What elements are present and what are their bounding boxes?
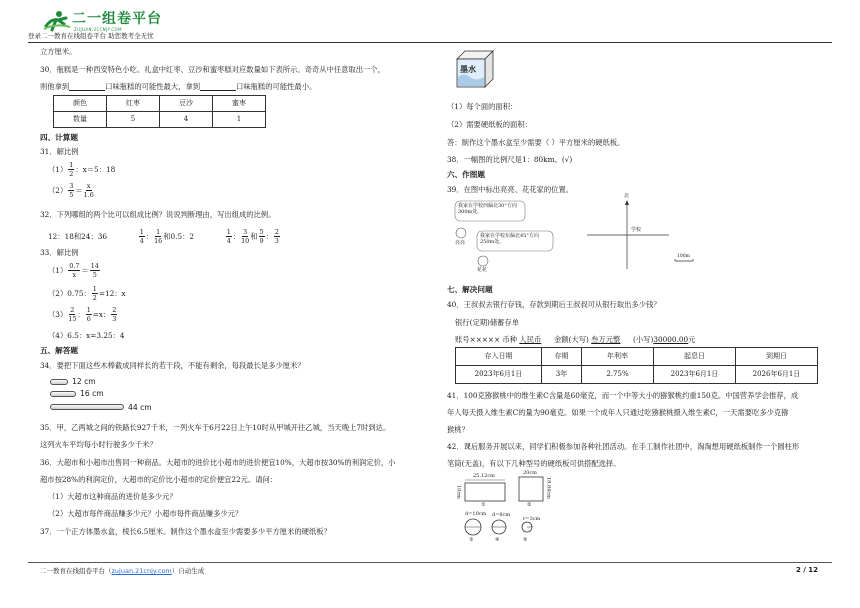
question-32-text: 32．下列哪组的两个比可以组成比例？说说判断理由，写出组成的比例。 [40,210,276,219]
question-36-text-2: 超市按28%的利润定价，大超市的定价比小超市的定价便宜22元。请问： [40,475,278,484]
shape-index-4: ④ [495,537,500,543]
table-row [54,96,266,112]
page-header [28,6,832,46]
speech-bubble-huahua: 我家在学校东偏北45°方向250m处。 [480,233,539,245]
cardboard-shapes-figure [447,471,577,547]
footer-site-link[interactable]: zujuan.21cnjy.com [111,567,172,575]
question-31-1: （1） $\frac{1}{2}$ ：x＝5：18 [48,161,116,179]
stick-label: 16 cm [80,389,104,398]
cardboard-shapes [447,471,577,547]
question-36-2: （2）大超市每件商品赚多少元？小超市每件商品赚多少元？ [48,509,243,518]
question-32-options: 12：18和24：36 $\frac{1}{4}$ ： $\frac{1}{16}$ 和0.5：2 $\frac{1}{4}$ ： $\frac{3}{10}$ 和 $\frac{5}{9}$ ： $\frac{2}{3}$ [48,228,279,246]
stick-16cm [50,391,76,397]
question-33-2: （2）0.75： $\frac{1}{2}$ =12：x [48,285,126,303]
circle-1-label: d=10cm [465,511,487,517]
table-cell: 3年 [542,366,582,384]
prev-question-tail: 立方厘米。 [40,47,77,56]
question-41-text: 41．100克猕猴桃中的维生素C含量是60毫克，而一个中等大小的猕猴桃约重150克。中国营养学会推荐，成 [447,391,799,400]
name-huahua: 花花 [477,267,488,273]
question-35-text-2: 这列火车平均每小时行驶多少千米？ [40,440,157,449]
q37-step-2: （2）需要硬纸板的面积： [447,120,532,129]
table-cell: 存入日期 [456,348,542,366]
question-36-text: 36．大超市和小超市出售同一种商品。大超市的进价比小超市的进价便宜10%，大超市按30%的利润定价，小 [40,458,396,467]
north-label: 北 [624,193,630,199]
table-cell: 2.75% [582,366,654,384]
question-40-text: 40．王叔叔去银行存钱，存款到期后王叔叔可从银行取出多少钱？ [447,300,661,309]
question-41-text-3: 猴桃？ [447,425,469,434]
shape-index-2: ② [527,502,532,508]
site-logo[interactable] [42,10,222,34]
logo-subtitle: ZUJUAN.21CNJY.COM [74,27,122,32]
shape-index-3: ③ [469,537,474,543]
table-cell: 颜色 [54,96,107,112]
rect-height-label: 10cm [455,485,462,499]
table-row [456,366,818,384]
question-39-text: 39．在图中标出亮亮、花花家的位置。 [447,185,574,194]
table-cell: 2023年6月1日 [654,366,736,384]
question-31-2: （2） $\frac{3}{5}$ ＝ $\frac{x}{1.6}$ [48,182,94,200]
q37-answer: 答：制作这个墨水盒至少需要（ ）平方厘米的硬纸板。 [447,138,625,147]
table-cell: 红枣 [107,96,160,112]
table-cell: 4 [160,112,213,128]
table-cell: 存期 [542,348,582,366]
table-cell: 蜜枣 [213,96,266,112]
section-7-heading: 七、解决问题 [447,285,493,294]
table-cell: 豆沙 [160,96,213,112]
q37-step-1: （1）每个面的面积： [447,102,518,111]
question-38-text: 38．一幅图的比例尺是1：80km。(√) [447,155,573,164]
question-37-text: 37．一个正方体墨水盒，棱长6.5厘米。制作这个墨水盒至少需要多少平方厘米的硬纸板？ [40,527,331,536]
wood-sticks-figure [50,377,210,417]
answer-blank-2[interactable] [200,83,236,91]
circle-3-label: r=3cm [523,516,541,522]
footer-source: 二一教育在线组卷平台（zujuan.21cnjy.com）自动生成 [40,567,205,575]
stick-label: 44 cm [128,403,152,412]
question-30-text: 30．瓶糕是一种西安特色小吃。礼盒中红枣、豆沙和蜜枣糕对应数量如下表所示。奇奇从中任意取出一个， [40,65,385,74]
section-4-heading: 四、计算题 [40,133,78,142]
question-36-1: （1）大超市这种商品的进价是多少元？ [48,492,177,501]
question-33-1: （1） $\frac{0.7}{x}$ ＝ $\frac{14}{5}$ [48,262,99,280]
header-nav-link[interactable]: 登录二一教育在线组卷平台 助您教考全无忧 [28,32,154,40]
table-cell: 5 [107,112,160,128]
table-cell: 1 [213,112,266,128]
question-42-text-2: 笔筒(无盖)，有以下几种型号的硬纸板可供搭配选择。 [447,459,621,468]
page-number: 2 / 12 [796,566,819,574]
answer-blank-1[interactable] [69,83,105,91]
shape-index-1: ① [481,502,486,508]
table-cell: 2026年6月1日 [736,366,818,384]
runner-logo-icon [42,10,72,32]
bank-slip-title: 银行(定期)储蓄存单 [455,318,520,327]
map-figure [447,193,747,277]
question-30-table [53,95,266,128]
table-cell: 起息日 [654,348,736,366]
section-6-heading: 六、作图题 [447,170,485,179]
question-33-3: （3） $\frac{2}{15}$ ： $\frac{1}{6}$ =x： $\frac{2}{3}$ [48,306,117,324]
question-33-text: 33．解比例 [40,248,79,257]
table-cell: 数量 [54,112,107,128]
question-40-table [455,347,818,384]
question-35-text: 35．甲，乙两城之间的铁路长927千米，一列火车于6月22日上午10时从甲城开往乙城，当天晚上7时到达。 [40,423,391,432]
question-31-text: 31．解比例 [40,147,79,156]
header-divider [28,42,832,43]
circle-2-label: d=8cm [492,512,511,518]
question-41-text-2: 年人每天摄入维生素C的量为90毫克。如果一个成年人只通过吃猕猴桃摄入维生素C，一天需要吃多少克猕 [447,408,789,417]
footer-divider [28,562,832,563]
square-side-label: 18.84cm [545,477,552,499]
question-42-text: 42．课后服务开展以来，同学们积极参加各种社团活动。在手工制作社团中，淘淘想用硬纸板制作一个圆柱形 [447,442,800,451]
rect-width-label: 25.12cm [473,473,495,479]
question-33-4: （4）6.5：x=3.25：4 [48,331,125,340]
table-cell: 2023年6月1日 [456,366,542,384]
table-cell: 年利率 [582,348,654,366]
speech-bubble-liangliang: 我家在学校西偏北30°方向300m处。 [458,203,517,215]
scale-label: 100m [677,254,690,259]
table-row [54,112,266,128]
fraction: $\frac{3}{5}$ [69,182,74,200]
ink-box-label: 墨水 [460,64,476,74]
section-5-heading: 五、解答题 [40,346,78,355]
fraction: $\frac{x}{1.6}$ [83,182,94,200]
bank-slip-amount: 账号××××× 币种 人民币 金额(大写) 叁万元整 (小写)30000.00元 [455,335,696,344]
table-cell: 到期日 [736,348,818,366]
fraction: $\frac{1}{2}$ [69,161,74,179]
logo-title: 二一组卷平台 [72,11,162,27]
table-row [456,348,818,366]
ink-box-figure [455,49,499,93]
square-label: 20cm [523,470,537,476]
question-30-blanks: 则他拿到 口味瓶糕的可能性最大，拿到 口味瓶糕的可能性最小。 [40,82,317,91]
shape-index-5: ⑤ [523,537,528,543]
stick-label: 12 cm [72,377,96,386]
stick-12cm [50,379,68,385]
stick-44cm [50,404,124,410]
question-34-text: 34．要把下面这些木棒截成同样长的若干段，不能有剩余，每段最长是多少厘米？ [40,361,305,370]
name-liangliang: 亮亮 [455,240,466,246]
school-label: 学校 [631,227,642,233]
